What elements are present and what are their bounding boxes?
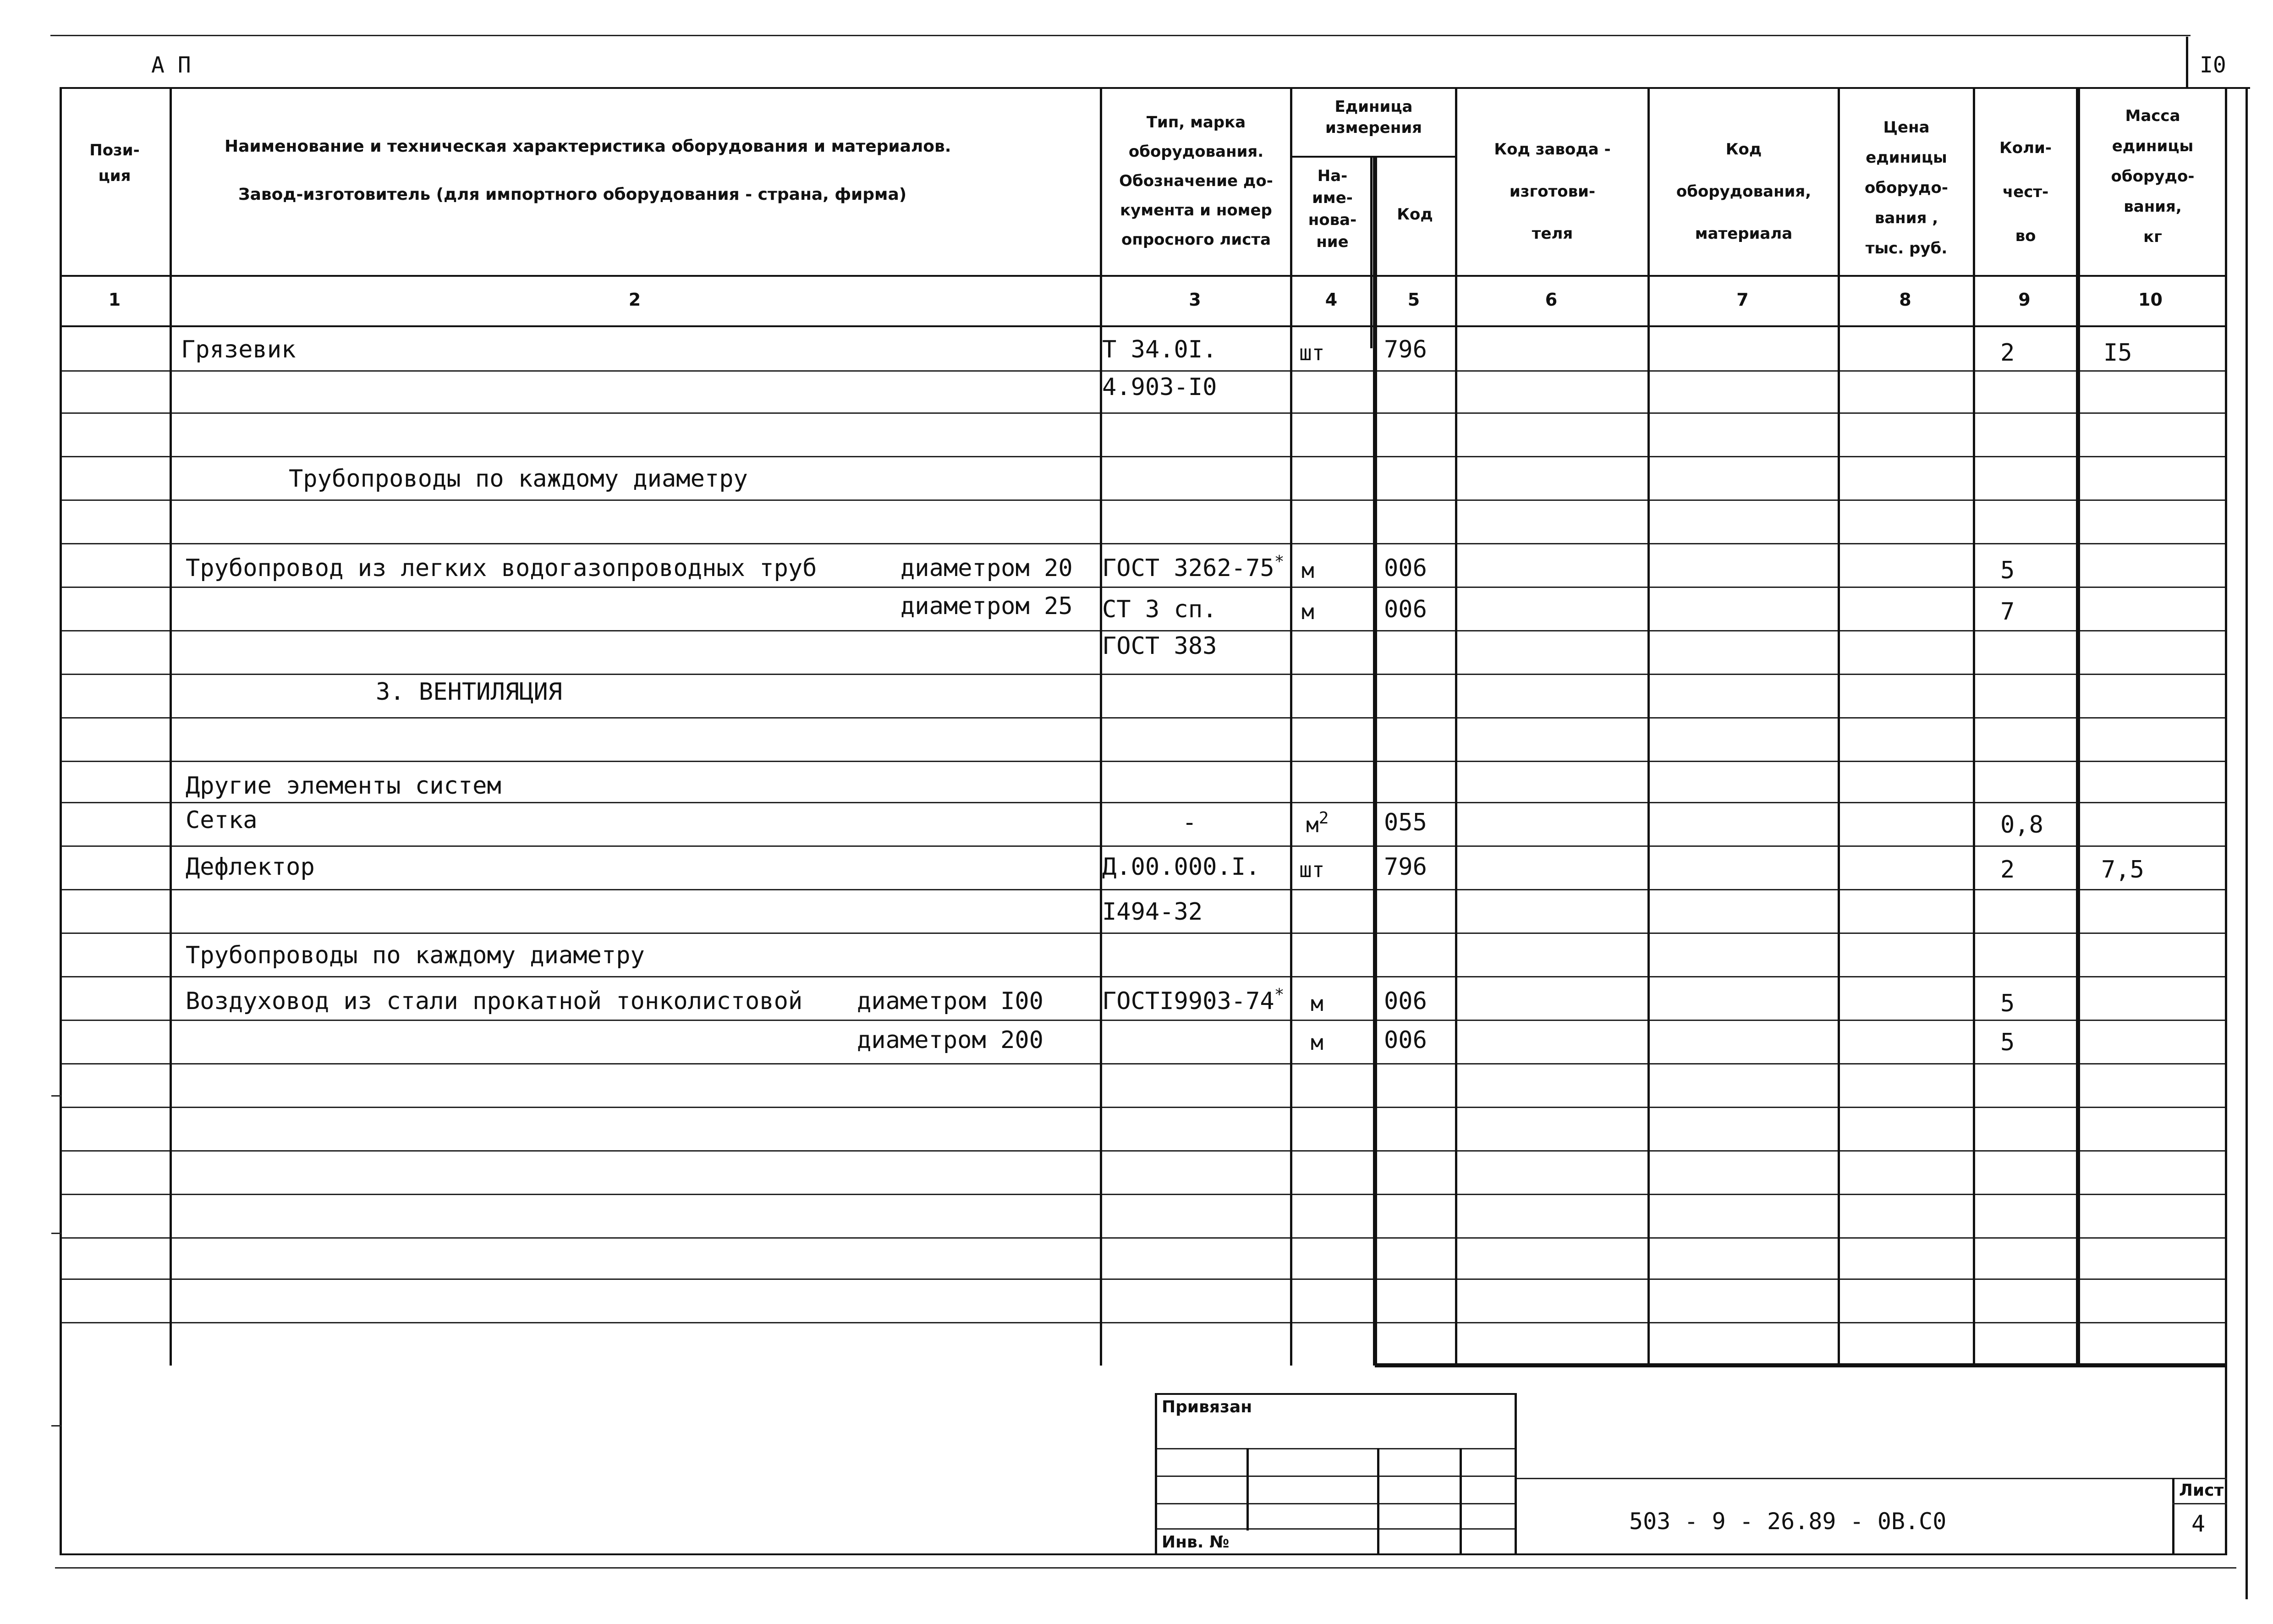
row-type-mark: *: [1274, 985, 1285, 1004]
row-diameter: диаметром 25: [900, 593, 1073, 620]
header-factory-code-line2: изготови-: [1509, 182, 1596, 201]
inventory-label: Инв. №: [1162, 1533, 1230, 1552]
row-code: 006: [1384, 554, 1427, 582]
header-unit-name-line1: На-: [1317, 167, 1348, 185]
header-mass: [2081, 101, 2225, 252]
row-name: 3. ВЕНТИЛЯЦИЯ: [376, 678, 562, 706]
row-name: Грязевик: [181, 336, 296, 363]
header-price-line4: вания ,: [1874, 209, 1938, 227]
header-mass-line5: кг: [2143, 228, 2162, 246]
row-qty: 5: [2000, 1029, 2015, 1056]
row-type: ГОСТ 383: [1102, 632, 1217, 660]
row-type: СТ 3 сп.: [1102, 596, 1217, 623]
sheet-top-label: А П: [151, 52, 191, 78]
col-number-10: 10: [2138, 290, 2163, 310]
row-name: Сетка: [186, 807, 258, 834]
header-factory-code-line3: теля: [1532, 225, 1573, 243]
row-type: 4.903-I0: [1102, 373, 1217, 401]
header-factory-code-line1: Код завода -: [1494, 140, 1611, 159]
header-position-line1: Пози-: [89, 141, 140, 159]
row-name: Трубопровод из легких водогазопроводных труб: [186, 554, 817, 582]
row-type: Т 34.0I.: [1102, 336, 1217, 363]
row-type-mark: *: [1274, 552, 1285, 571]
header-type-line2: оборудования.: [1128, 143, 1264, 161]
col-number-8: 8: [1899, 290, 1911, 310]
row-type-text: ГОСТI9903-74: [1102, 988, 1274, 1015]
header-mass-line3: оборудо-: [2111, 167, 2195, 186]
col-number-5: 5: [1407, 290, 1420, 310]
row-qty: 7: [2000, 598, 2015, 625]
top-rule: [50, 35, 2191, 36]
header-quantity-line1: Коли-: [1999, 139, 2052, 157]
header-type-line3: Обозначение до-: [1119, 172, 1273, 190]
row-unit: [1306, 811, 1329, 839]
header-unit-name-line3: нова-: [1308, 211, 1357, 229]
row-mass: 7,5: [2101, 856, 2144, 883]
row-qty: 0,8: [2000, 811, 2043, 839]
binding-label: Привязан: [1162, 1398, 1252, 1416]
list-label: Лист: [2179, 1481, 2224, 1500]
document-code: 503 - 9 - 26.89 - 0В.С0: [1629, 1508, 1947, 1535]
header-position-line2: ция: [98, 167, 131, 185]
list-number: 4: [2191, 1510, 2206, 1537]
row-name: Воздуховод из стали прокатной тонколистовой: [186, 988, 803, 1015]
header-unit-group: [1292, 96, 1455, 138]
header-unit-line2: измерения: [1325, 119, 1422, 137]
row-type-text: ГОСТ 3262-75: [1102, 554, 1274, 582]
header-type: [1102, 108, 1290, 254]
row-unit-text: м: [1306, 812, 1319, 837]
header-name-line2: Завод-изготовитель (для импортного оборудования - страна, фирма): [238, 185, 907, 204]
header-price: [1840, 112, 1973, 263]
row-type: -: [1182, 809, 1197, 836]
row-unit: шт: [1299, 857, 1325, 882]
row-diameter: диаметром I00: [857, 988, 1043, 1015]
header-type-line1: Тип, марка: [1146, 113, 1246, 132]
header-mass-line1: Масса: [2125, 107, 2180, 125]
header-equipment-code-line3: материала: [1695, 225, 1793, 243]
col-number-3: 3: [1189, 290, 1201, 310]
header-price-line2: единицы: [1866, 148, 1947, 167]
header-unit-name-line4: ние: [1316, 233, 1349, 251]
col-number-7: 7: [1736, 290, 1749, 310]
row-diameter: диаметром 20: [900, 554, 1073, 582]
col-number-2: 2: [628, 290, 641, 310]
margin-tick: [51, 1233, 61, 1234]
list-box-left: [2172, 1478, 2174, 1553]
row-name: Трубопроводы по каждому диаметру: [289, 465, 748, 493]
row-code: 796: [1384, 853, 1427, 881]
row-code: 796: [1384, 336, 1427, 363]
header-position: [60, 137, 170, 189]
header-price-line1: Цена: [1883, 118, 1930, 137]
row-code: 006: [1384, 596, 1427, 623]
row-unit: м: [1301, 599, 1314, 624]
header-mass-line4: вания,: [2124, 198, 2182, 216]
header-equipment-code: [1650, 128, 1838, 255]
row-name: Другие элементы систем: [186, 772, 501, 800]
title-block-rule: [1517, 1478, 2227, 1479]
row-name: Трубопроводы по каждому диаметру: [186, 942, 645, 969]
header-price-line3: оборудо-: [1865, 179, 1948, 197]
header-equipment-code-line2: оборудования,: [1676, 182, 1812, 201]
row-unit: м: [1311, 991, 1323, 1016]
row-code: 006: [1384, 988, 1427, 1015]
header-quantity-line2: чест-: [2002, 183, 2049, 201]
row-type: I494-32: [1102, 898, 1203, 926]
row-unit: м: [1311, 1030, 1323, 1055]
header-unit-code: Код: [1397, 205, 1433, 224]
page-corner-number: I0: [2200, 52, 2226, 78]
row-diameter: диаметром 200: [857, 1026, 1043, 1054]
row-unit-sup: 2: [1318, 809, 1329, 828]
header-name-line1: Наименование и техническая характеристика оборудования и материалов.: [225, 137, 951, 156]
list-box-rule: [2172, 1503, 2227, 1504]
header-quantity-line3: во: [2015, 227, 2036, 245]
row-code: 006: [1384, 1026, 1427, 1054]
header-mass-line2: единицы: [2112, 137, 2194, 155]
row-unit: шт: [1299, 340, 1325, 365]
row-type: [1102, 554, 1284, 582]
col-number-9: 9: [2018, 290, 2031, 310]
header-unit-line1: Единица: [1334, 98, 1413, 116]
corner-box-left: [2186, 37, 2188, 87]
row-qty: 5: [2000, 990, 2015, 1017]
row-qty: 2: [2000, 339, 2015, 367]
row-unit: м: [1301, 558, 1314, 583]
row-name: Дефлектор: [186, 853, 315, 881]
header-factory-code: [1457, 128, 1647, 255]
header-unit-name: [1292, 165, 1373, 253]
row-qty: 2: [2000, 856, 2015, 883]
col-number-6: 6: [1545, 290, 1558, 310]
margin-tick: [51, 1095, 61, 1097]
row-mass: I5: [2103, 339, 2132, 367]
row-type: [1102, 985, 1285, 1015]
header-equipment-code-line1: Код: [1725, 140, 1762, 159]
row-type: Д.00.000.I.: [1102, 853, 1260, 881]
header-type-line4: кумента и номер: [1120, 201, 1272, 219]
row-qty: 5: [2000, 557, 2015, 584]
header-type-line5: опросного листа: [1121, 230, 1271, 249]
header-quantity: [1975, 126, 2076, 258]
col-number-4: 4: [1325, 290, 1338, 310]
header-price-line5: тыс. руб.: [1865, 239, 1948, 258]
col-number-1: 1: [108, 290, 121, 310]
margin-tick: [51, 1425, 61, 1426]
header-unit-name-line2: име-: [1312, 189, 1353, 207]
row-code: 055: [1384, 809, 1427, 836]
